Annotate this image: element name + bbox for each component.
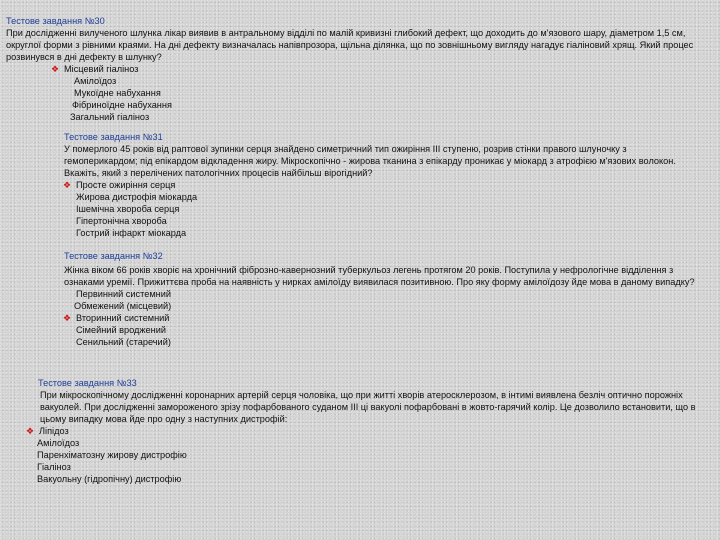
answer-option[interactable]: Амілоїдоз	[74, 76, 117, 86]
question-32-options	[63, 288, 699, 348]
question-32-title: Тестове завдання №32	[64, 251, 163, 261]
answer-option[interactable]: Фібриноїдне набухання	[72, 100, 172, 110]
answer-option[interactable]: Жирова дистрофія міокарда	[76, 192, 198, 202]
question-33-options	[26, 425, 698, 485]
question-30	[6, 15, 714, 123]
answer-option[interactable]: ❖ Місцевий гіаліноз	[51, 64, 139, 74]
answer-option[interactable]: ❖ Вторинний системний	[63, 313, 170, 323]
answer-option[interactable]: Гострий інфаркт міокарда	[76, 228, 187, 238]
answer-option[interactable]: Мукоїдне набухання	[74, 88, 161, 98]
answer-option[interactable]: Обмежений (місцевий)	[74, 301, 172, 311]
question-31-text: У померлого 45 років від раптової зупинки серця знайдено симетричний тип ожиріння ІІІ ступеню, розрив стінки правого шлуночку з гемоперикардом; під епікардом відкладення жиру. Мікроскопічно - жирова тканина з епікарду проникає у міокард з атрофією м'язових волокон. Вкажіть, який з перелічених патологічних процесів найбільш вірогідний?	[64, 144, 676, 178]
answer-option[interactable]: ❖ Просте ожиріння серця	[63, 180, 176, 190]
answer-option[interactable]: Ішемічна хвороба серця	[76, 204, 180, 214]
question-31	[64, 131, 694, 239]
red-diamond-bullet-icon: ❖	[63, 180, 72, 190]
answer-option[interactable]: Загальний гіаліноз	[70, 112, 150, 122]
answer-option[interactable]: Гіаліноз	[37, 462, 71, 472]
red-diamond-bullet-icon: ❖	[26, 426, 35, 436]
red-diamond-bullet-icon: ❖	[63, 313, 72, 323]
red-diamond-bullet-icon: ❖	[51, 64, 60, 74]
question-33-title: Тестове завдання №33	[38, 378, 137, 388]
answer-option[interactable]: Гіпертонічна хвороба	[76, 216, 167, 226]
answer-option[interactable]: Вакуольну (гідропічну) дистрофію	[37, 474, 182, 484]
question-30-options	[51, 63, 714, 123]
question-30-text: При дослідженні вилученого шлунка лікар виявив в антральному відділі по малій кривизні глибокий дефект, що доходить до м'язового шару, діаметром 1,5 см, округлої форми з рівними краями. На дні дефекту визначалась напівпрозора, щільна ділянка, що по зовнішньому вигляду нагадує гіаліновий хрящ. Який процес розвинувся в дні дефекту в шлунку?	[6, 28, 694, 62]
question-31-title: Тестове завдання №31	[64, 132, 163, 142]
question-30-title: Тестове завдання №30	[6, 16, 105, 26]
answer-option[interactable]: Амілоїдоз	[37, 438, 80, 448]
question-32	[64, 250, 699, 348]
answer-option[interactable]: Сімейний вроджений	[76, 325, 166, 335]
question-33-text: При мікроскопічному дослідженні коронарних артерій серця чоловіка, що при житті хворів атеросклерозом, в інтимі виявлена безліч оптично порожніх вакуолей. При дослідженні замороженого зрізу пофарбованого суданом ІІІ ці вакуолі пофарбовані в жовто-гарячий колір. Це дозволило встановити, що в цьому випадку мова йде про одну з наступних дистрофій:	[40, 390, 696, 424]
answer-option[interactable]: Первинний системний	[76, 289, 171, 299]
answer-option[interactable]: ❖ Ліпідоз	[26, 426, 69, 436]
question-33	[26, 377, 698, 485]
answer-option[interactable]: Паренхіматозну жирову дистрофію	[37, 450, 187, 460]
question-31-options	[63, 179, 694, 239]
answer-option[interactable]: Сенильний (старечий)	[76, 337, 171, 347]
question-32-text: Жінка віком 66 років хворіє на хронічний фіброзно-кавернозний туберкульоз легень протягом 20 років. Поступила у нефрологічне відділення з ознаками уремії. Прижиттєва проба на наявність у нирках амілоїду виявилася позитивною. Про яку форму амілоїдозу йде мова в даному випадку?	[64, 265, 695, 287]
